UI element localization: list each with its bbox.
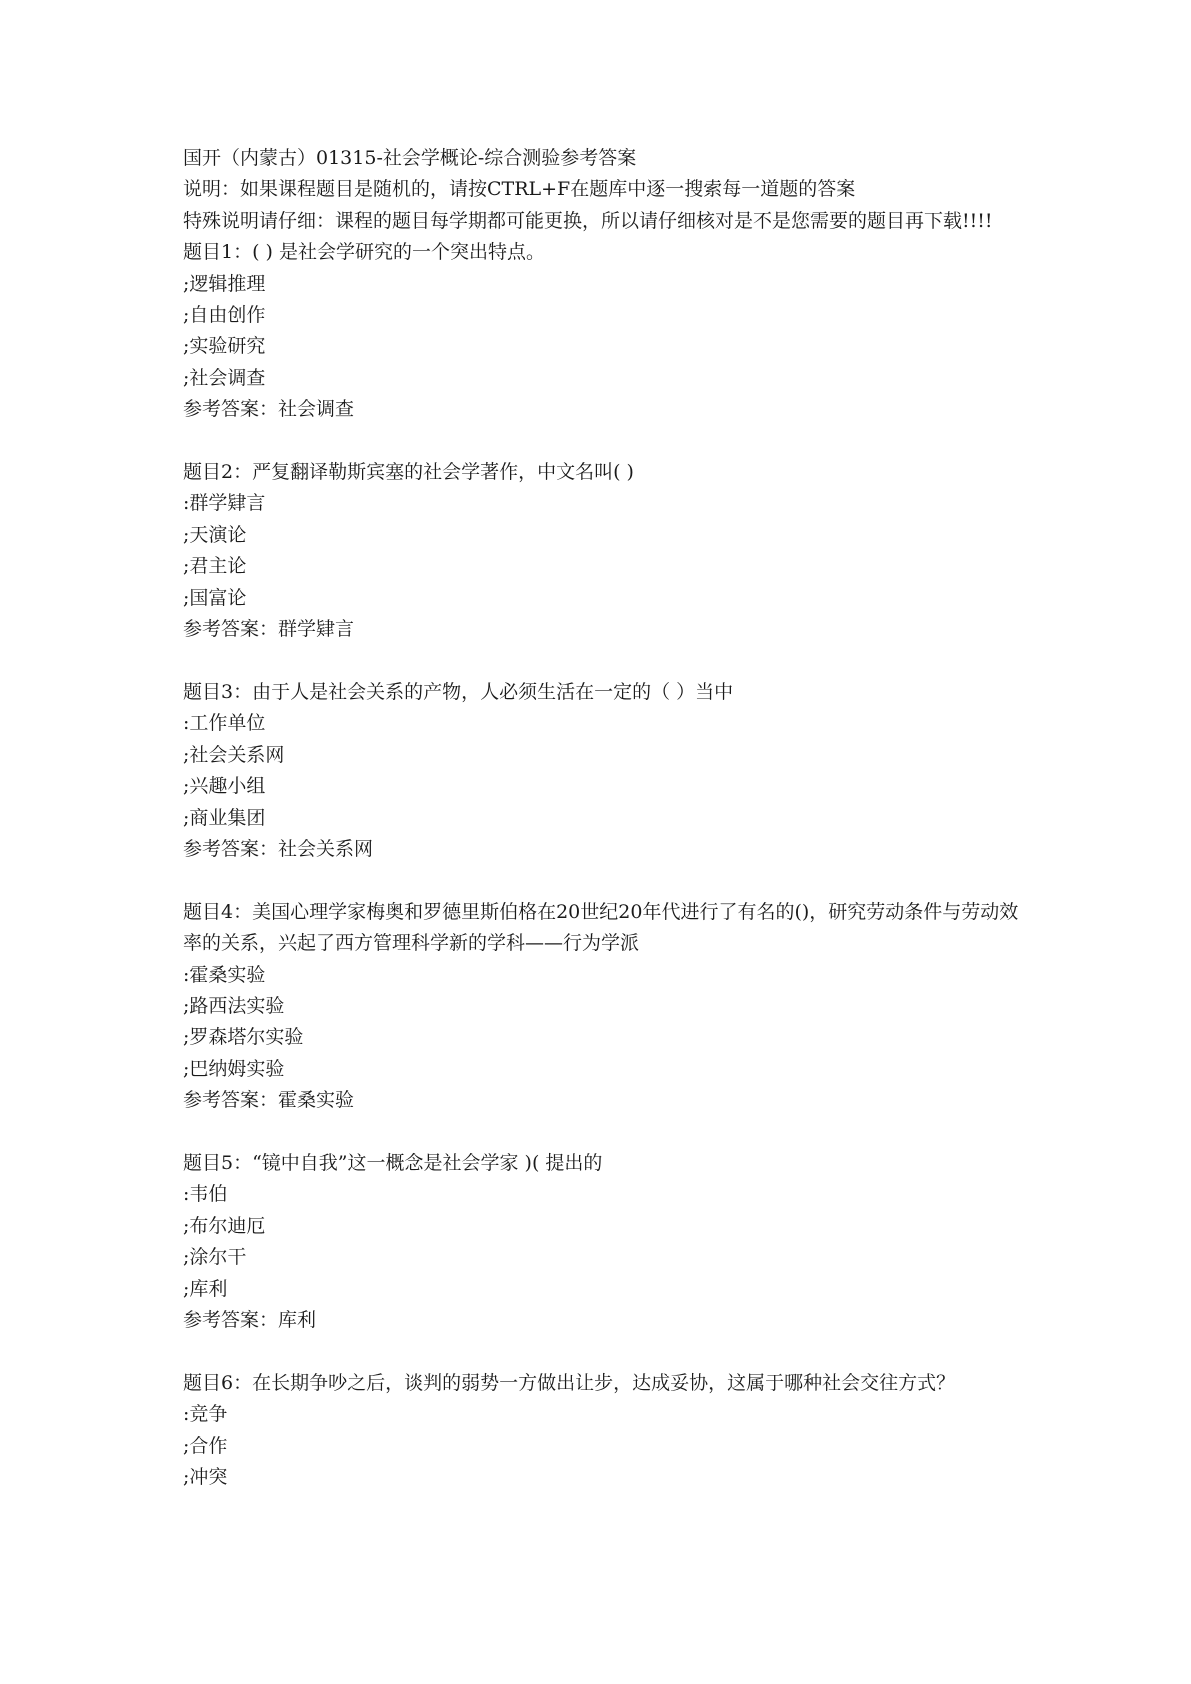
question-prompt: 题目4：美国心理学家梅奥和罗德里斯伯格在20世纪20年代进行了有名的()，研究劳动条件与劳动效率的关系，兴起了西方管理科学新的学科——行为学派 <box>183 900 1019 955</box>
answer-option: ;自由创作 <box>183 304 266 327</box>
answer-option: :竞争 <box>183 1403 228 1426</box>
answer-option: ;合作 <box>183 1434 228 1457</box>
reference-answer: 参考答案：霍桑实验 <box>183 1089 355 1112</box>
question-prompt: 题目1：( ) 是社会学研究的一个突出特点。 <box>183 241 545 264</box>
question-block <box>183 237 1023 425</box>
question-prompt: 题目5：“镜中自我”这一概念是社会学家 )( 提出的 <box>183 1151 603 1174</box>
document-body <box>183 143 1023 1493</box>
question-block <box>183 897 1023 1117</box>
question-prompt: 题目3：由于人是社会关系的产物，人必须生活在一定的（ ）当中 <box>183 680 734 703</box>
answer-option: ;罗森塔尔实验 <box>183 1026 304 1049</box>
answer-option: ;逻辑推理 <box>183 272 266 295</box>
answer-option: ;社会关系网 <box>183 743 285 766</box>
answer-option: ;冲突 <box>183 1465 228 1488</box>
answer-option: :群学肄言 <box>183 492 266 515</box>
answer-option: ;实验研究 <box>183 335 266 358</box>
answer-option: ;兴趣小组 <box>183 775 266 798</box>
reference-answer: 参考答案：社会关系网 <box>183 837 374 860</box>
question-block <box>183 457 1023 645</box>
question-block <box>183 1368 1023 1494</box>
answer-option: ;巴纳姆实验 <box>183 1057 285 1080</box>
question-list <box>183 237 1023 1493</box>
question-prompt: 题目2：严复翻译勒斯宾塞的社会学著作，中文名叫( ) <box>183 461 634 484</box>
answer-option: ;君主论 <box>183 555 247 578</box>
answer-option: ;布尔迪厄 <box>183 1214 266 1237</box>
answer-option: :工作单位 <box>183 712 266 735</box>
question-prompt: 题目6：在长期争吵之后，谈判的弱势一方做出让步，达成妥协，这属于哪种社会交往方式？ <box>183 1371 956 1394</box>
reference-answer: 参考答案：群学肄言 <box>183 618 355 641</box>
answer-option: ;路西法实验 <box>183 994 285 1017</box>
answer-option: ;社会调查 <box>183 366 266 389</box>
answer-option: :韦伯 <box>183 1183 228 1206</box>
question-block <box>183 677 1023 865</box>
reference-answer: 参考答案：社会调查 <box>183 398 355 421</box>
special-note: 特殊说明请仔细：课程的题目每学期都可能更换，所以请仔细核对是不是您需要的题目再下载!!!! <box>183 209 993 232</box>
instruction-note: 说明：如果课程题目是随机的，请按CTRL+F在题库中逐一搜索每一道题的答案 <box>183 178 856 201</box>
answer-option: ;国富论 <box>183 586 247 609</box>
document-title: 国开（内蒙古）01315-社会学概论-综合测验参考答案 <box>183 147 637 169</box>
answer-option: ;库利 <box>183 1277 228 1300</box>
answer-option: ;涂尔干 <box>183 1246 247 1269</box>
question-block <box>183 1148 1023 1336</box>
reference-answer: 参考答案：库利 <box>183 1308 317 1331</box>
answer-option: :霍桑实验 <box>183 963 266 986</box>
answer-option: ;商业集团 <box>183 806 266 829</box>
answer-option: ;天演论 <box>183 523 247 546</box>
